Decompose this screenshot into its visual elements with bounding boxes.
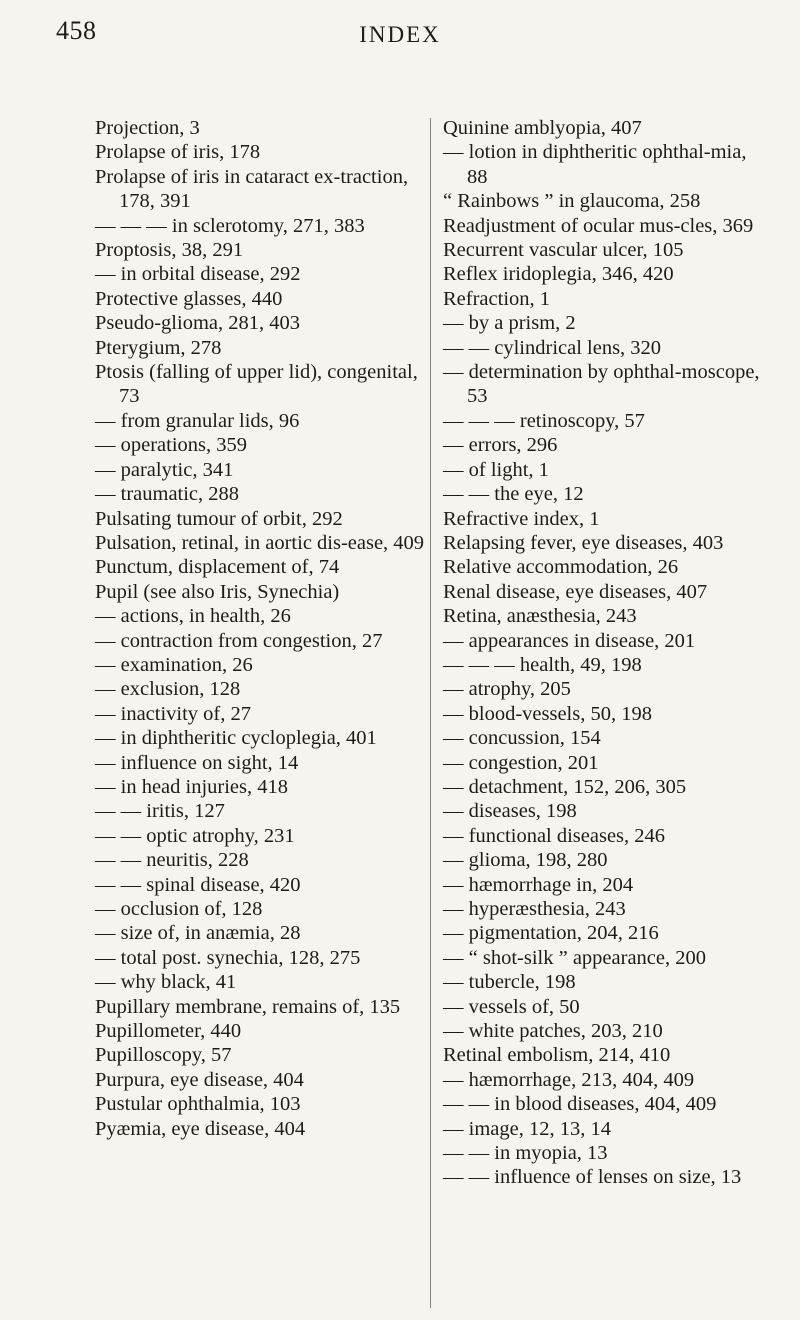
index-entry: — traumatic, 288 bbox=[95, 483, 240, 506]
page-title: INDEX bbox=[359, 22, 441, 47]
index-entry: — size of, in anæmia, 28 bbox=[95, 922, 301, 945]
index-entry: — why black, 41 bbox=[95, 971, 237, 994]
index-entry: Proptosis, 38, 291 bbox=[95, 239, 244, 262]
index-entry: — determination by ophthal-moscope, 53 bbox=[443, 361, 760, 408]
index-entry: — hæmorrhage in, 204 bbox=[443, 873, 634, 896]
index-entry: — — in blood diseases, 404, 409 bbox=[443, 1093, 717, 1116]
index-entry: — congestion, 201 bbox=[443, 751, 599, 774]
index-entry: — influence on sight, 14 bbox=[95, 751, 299, 774]
index-entry: — — neuritis, 228 bbox=[95, 849, 249, 872]
index-entry: — actions, in health, 26 bbox=[95, 605, 291, 628]
index-entry: — — influence of lenses on size, 13 bbox=[443, 1166, 742, 1189]
index-entry: — — iritis, 127 bbox=[95, 800, 225, 823]
index-entry: — appearances in disease, 201 bbox=[443, 629, 696, 652]
index-entry: — glioma, 198, 280 bbox=[443, 849, 608, 872]
index-entry: — — the eye, 12 bbox=[443, 483, 584, 506]
index-entry: — in orbital disease, 292 bbox=[95, 263, 301, 286]
index-entry: Pupilloscopy, 57 bbox=[95, 1044, 232, 1067]
index-entry: Pseudo-glioma, 281, 403 bbox=[95, 312, 300, 335]
index-entry: — diseases, 198 bbox=[443, 800, 577, 823]
index-entry: Pterygium, 278 bbox=[95, 336, 222, 359]
index-entry: — exclusion, 128 bbox=[95, 678, 241, 701]
index-entry: — contraction from congestion, 27 bbox=[95, 629, 383, 652]
index-entry: — in diphtheritic cycloplegia, 401 bbox=[95, 727, 377, 750]
index-entry: — occlusion of, 128 bbox=[95, 898, 263, 920]
index-entry: Retina, anæsthesia, 243 bbox=[443, 605, 637, 628]
index-entry: Quinine amblyopia, 407 bbox=[443, 117, 642, 139]
index-entry: Renal disease, eye diseases, 407 bbox=[443, 580, 708, 603]
index-entry: Prolapse of iris in cataract ex-traction, 178, 391 bbox=[95, 165, 409, 213]
index-entry: Refractive index, 1 bbox=[443, 507, 600, 530]
index-entry: Retinal embolism, 214, 410 bbox=[443, 1044, 671, 1067]
index-entry: — hyperæsthesia, 243 bbox=[443, 898, 626, 920]
index-entry: Protective glasses, 440 bbox=[95, 287, 283, 310]
index-entry: — — in myopia, 13 bbox=[443, 1142, 608, 1165]
index-entry: Projection, 3 bbox=[95, 117, 200, 139]
page-number: 458 bbox=[56, 16, 97, 45]
index-entry: — from granular lids, 96 bbox=[95, 409, 300, 432]
index-entry: — — spinal disease, 420 bbox=[95, 873, 301, 896]
index-entry: Relative accommodation, 26 bbox=[443, 556, 679, 579]
column-divider bbox=[430, 118, 431, 1308]
index-entry: Reflex iridoplegia, 346, 420 bbox=[443, 263, 674, 286]
index-entry: — detachment, 152, 206, 305 bbox=[443, 775, 687, 798]
index-entry: — lotion in diphtheritic ophthal-mia, 88 bbox=[443, 141, 747, 188]
index-entry: Readjustment of ocular mus-cles, 369 bbox=[443, 214, 754, 237]
index-entry: — pigmentation, 204, 216 bbox=[443, 922, 659, 945]
index-entry: — white patches, 203, 210 bbox=[443, 1020, 663, 1043]
index-entry: — concussion, 154 bbox=[443, 727, 601, 750]
index-entry: — paralytic, 341 bbox=[95, 458, 234, 481]
index-entry: — image, 12, 13, 14 bbox=[443, 1117, 611, 1140]
index-entry: — errors, 296 bbox=[443, 434, 558, 457]
index-entry: Pulsation, retinal, in aortic dis-ease, 409 bbox=[95, 531, 425, 554]
index-entry: Pustular ophthalmia, 103 bbox=[95, 1093, 301, 1116]
index-entry: — examination, 26 bbox=[95, 653, 253, 676]
index-entry: — functional diseases, 246 bbox=[443, 824, 666, 847]
index-entry: — hæmorrhage, 213, 404, 409 bbox=[443, 1068, 695, 1091]
index-column-right bbox=[443, 116, 763, 1190]
index-entry: — blood-vessels, 50, 198 bbox=[443, 702, 652, 725]
index-entry: Pulsating tumour of orbit, 292 bbox=[95, 507, 343, 530]
index-entry: — — — retinoscopy, 57 bbox=[443, 409, 645, 432]
index-entry: — of light, 1 bbox=[443, 458, 549, 481]
index-entry: Pupillary membrane, remains of, 135 bbox=[95, 995, 401, 1018]
index-entry: — total post. synechia, 128, 275 bbox=[95, 946, 361, 969]
index-entry: — — — health, 49, 198 bbox=[443, 653, 642, 676]
index-entry: — — cylindrical lens, 320 bbox=[443, 336, 662, 359]
index-entry: — by a prism, 2 bbox=[443, 312, 576, 335]
index-entry: Punctum, displacement of, 74 bbox=[95, 556, 340, 579]
index-entry: Ptosis (falling of upper lid), congenital, 73 bbox=[95, 361, 418, 408]
index-entry: — vessels of, 50 bbox=[443, 995, 580, 1018]
index-column-left bbox=[95, 116, 425, 1141]
index-entry: — atrophy, 205 bbox=[443, 678, 571, 701]
index-entry: Relapsing fever, eye diseases, 403 bbox=[443, 531, 724, 554]
index-entry: Pupillometer, 440 bbox=[95, 1020, 242, 1043]
index-entry: — — — in sclerotomy, 271, 383 bbox=[95, 214, 365, 237]
index-entry: — operations, 359 bbox=[95, 434, 248, 457]
index-entry: — “ shot-silk ” appearance, 200 bbox=[443, 946, 706, 969]
index-entry: Recurrent vascular ulcer, 105 bbox=[443, 239, 684, 262]
index-entry: — — optic atrophy, 231 bbox=[95, 824, 295, 847]
index-entry: — tubercle, 198 bbox=[443, 971, 576, 994]
index-entry: Prolapse of iris, 178 bbox=[95, 141, 261, 164]
index-entry: Pupil (see also Iris, Synechia) bbox=[95, 580, 340, 603]
index-entry: “ Rainbows ” in glaucoma, 258 bbox=[443, 190, 701, 213]
index-entry: — inactivity of, 27 bbox=[95, 702, 252, 725]
index-entry: Refraction, 1 bbox=[443, 287, 551, 310]
index-entry: — in head injuries, 418 bbox=[95, 775, 289, 798]
index-entry: Purpura, eye disease, 404 bbox=[95, 1068, 304, 1091]
index-entry: Pyæmia, eye disease, 404 bbox=[95, 1117, 306, 1140]
